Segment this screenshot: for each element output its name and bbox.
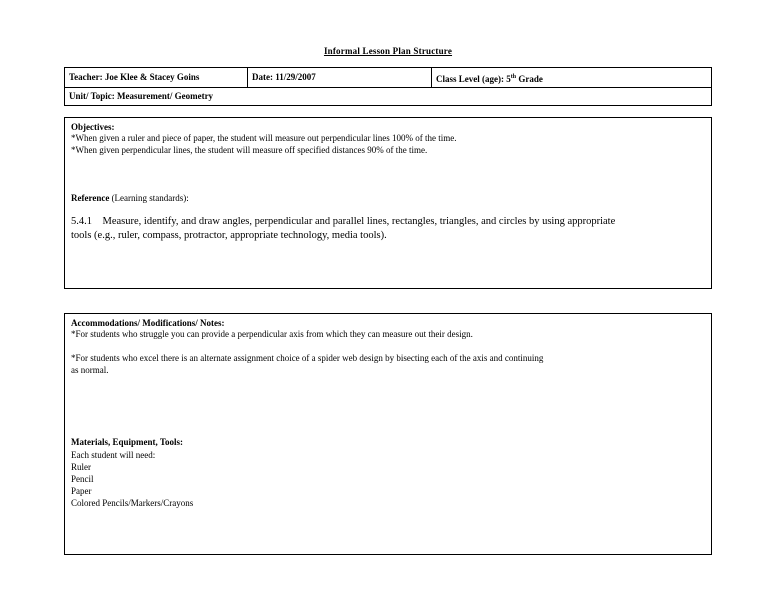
- class-level-text: Class Level (age): 5: [436, 74, 511, 84]
- date-cell: Date: 11/29/2007: [252, 72, 316, 82]
- standard-line-1: 5.4.1 Measure, identify, and draw angles, perpendicular and parallel lines, rectangles, triangles, and circles by using appropriate: [71, 216, 616, 227]
- objectives-heading: Objectives:: [71, 122, 115, 132]
- unit-topic-cell: Unit/ Topic: Measurement/ Geometry: [69, 91, 214, 101]
- accommodation-line-1: *For students who struggle you can provide a perpendicular axis from which they can measure out their design.: [71, 329, 473, 339]
- materials-item: Paper: [71, 486, 92, 496]
- class-level-ordinal: th: [510, 74, 517, 80]
- reference-label: Reference: [71, 193, 110, 203]
- materials-item: Colored Pencils/Markers/Crayons: [71, 498, 194, 508]
- accommodation-line-3: as normal.: [71, 365, 109, 375]
- header-table: [64, 67, 712, 106]
- materials-heading: Materials, Equipment, Tools:: [71, 437, 184, 447]
- reference-heading: [71, 192, 189, 204]
- materials-item: Pencil: [71, 474, 94, 484]
- reference-label-suffix: (Learning standards):: [109, 193, 189, 203]
- standard-line-2: tools (e.g., ruler, compass, protractor, appropriate technology, media tools).: [71, 230, 387, 241]
- document-title: Informal Lesson Plan Structure: [323, 46, 453, 56]
- objective-line-1: *When given a ruler and piece of paper, the student will measure out perpendicular lines 100% of the time.: [71, 133, 457, 143]
- accommodation-line-2: *For students who excel there is an alternate assignment choice of a spider web design by bisecting each of the axis and continuing: [71, 353, 544, 363]
- materials-item: Each student will need:: [71, 450, 156, 460]
- accommodations-box: [64, 313, 712, 555]
- class-level-cell: [432, 68, 712, 88]
- objectives-box: [64, 117, 712, 289]
- class-level-grade: Grade: [516, 74, 543, 84]
- objective-line-2: *When given perpendicular lines, the student will measure off specified distances 90% of the time.: [71, 145, 428, 155]
- teacher-cell: Teacher: Joe Klee & Stacey Goins: [69, 72, 200, 82]
- materials-item: Ruler: [71, 462, 91, 472]
- accommodations-heading: Accommodations/ Modifications/ Notes:: [71, 318, 225, 328]
